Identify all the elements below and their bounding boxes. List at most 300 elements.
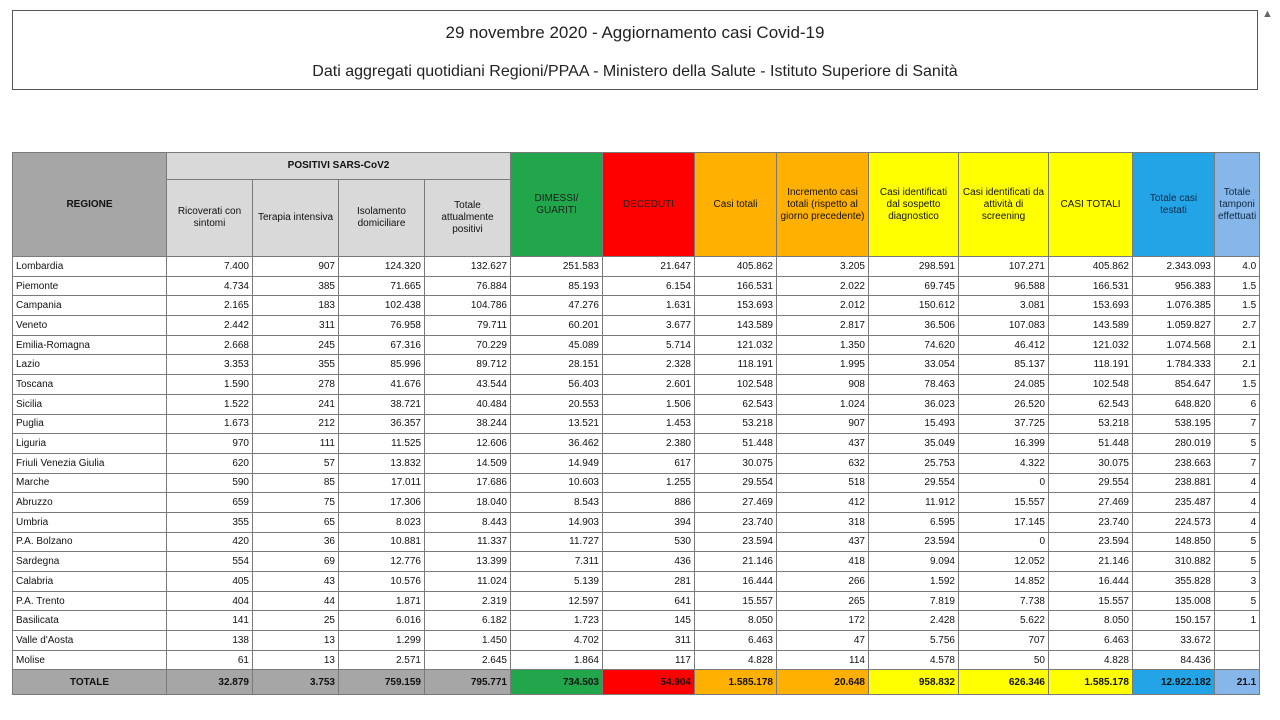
report-title: 29 novembre 2020 - Aggiornamento casi Covid-19: [445, 23, 825, 42]
value-cell: 355.828: [1133, 572, 1215, 592]
value-cell: 5: [1215, 552, 1260, 572]
value-cell: 111: [253, 434, 339, 454]
value-cell: 2.380: [603, 434, 695, 454]
value-cell: 1.299: [339, 631, 425, 651]
value-cell: 84.436: [1133, 650, 1215, 670]
value-cell: 707: [959, 631, 1049, 651]
value-cell: 56.403: [511, 375, 603, 395]
value-cell: 5: [1215, 532, 1260, 552]
value-cell: 854.647: [1133, 375, 1215, 395]
value-cell: 40.484: [425, 394, 511, 414]
table-row: [13, 355, 1260, 375]
value-cell: 70.229: [425, 335, 511, 355]
value-cell: 38.721: [339, 394, 425, 414]
report-header: [12, 10, 1258, 90]
value-cell: 21.146: [695, 552, 777, 572]
value-cell: 124.320: [339, 257, 425, 277]
value-cell: 25.753: [869, 453, 959, 473]
total-value-cell: 734.503: [511, 670, 603, 695]
region-cell: Calabria: [13, 572, 167, 592]
value-cell: [1215, 631, 1260, 651]
value-cell: 8.023: [339, 512, 425, 532]
region-cell: Toscana: [13, 375, 167, 395]
value-cell: 437: [777, 434, 869, 454]
value-cell: 6.463: [695, 631, 777, 651]
value-cell: 2.022: [777, 276, 869, 296]
value-cell: 13.399: [425, 552, 511, 572]
region-cell: P.A. Trento: [13, 591, 167, 611]
value-cell: 538.195: [1133, 414, 1215, 434]
value-cell: 2.668: [167, 335, 253, 355]
value-cell: 3.205: [777, 257, 869, 277]
region-cell: Sicilia: [13, 394, 167, 414]
value-cell: 886: [603, 493, 695, 513]
value-cell: 4: [1215, 512, 1260, 532]
table-row: [13, 532, 1260, 552]
region-cell: Emilia-Romagna: [13, 335, 167, 355]
value-cell: 2.428: [869, 611, 959, 631]
value-cell: 4.828: [1049, 650, 1133, 670]
value-cell: 956.383: [1133, 276, 1215, 296]
value-cell: 13.832: [339, 453, 425, 473]
value-cell: 15.493: [869, 414, 959, 434]
value-cell: 2.7: [1215, 316, 1260, 336]
value-cell: 33.672: [1133, 631, 1215, 651]
positivi-group-header: POSITIVI SARS-CoV2: [167, 153, 511, 180]
value-cell: 2.343.093: [1133, 257, 1215, 277]
col-header-casi-totali: Casi totali: [695, 153, 777, 257]
value-cell: 632: [777, 453, 869, 473]
table-row: [13, 591, 1260, 611]
value-cell: 1.784.333: [1133, 355, 1215, 375]
col-header-incremento: Incremento casi totali (rispetto al giorno precedente): [777, 153, 869, 257]
value-cell: 235.487: [1133, 493, 1215, 513]
value-cell: 14.903: [511, 512, 603, 532]
value-cell: 33.054: [869, 355, 959, 375]
value-cell: 102.548: [1049, 375, 1133, 395]
total-value-cell: 1.585.178: [1049, 670, 1133, 695]
value-cell: 4.702: [511, 631, 603, 651]
value-cell: 16.399: [959, 434, 1049, 454]
value-cell: 1.590: [167, 375, 253, 395]
value-cell: 26.520: [959, 394, 1049, 414]
value-cell: 96.588: [959, 276, 1049, 296]
total-value-cell: 1.585.178: [695, 670, 777, 695]
value-cell: 76.884: [425, 276, 511, 296]
value-cell: 18.040: [425, 493, 511, 513]
value-cell: 37.725: [959, 414, 1049, 434]
value-cell: 405.862: [1049, 257, 1133, 277]
value-cell: 166.531: [695, 276, 777, 296]
value-cell: 132.627: [425, 257, 511, 277]
value-cell: 5.622: [959, 611, 1049, 631]
value-cell: 4: [1215, 473, 1260, 493]
value-cell: 265: [777, 591, 869, 611]
value-cell: 281: [603, 572, 695, 592]
value-cell: 107.083: [959, 316, 1049, 336]
value-cell: 29.554: [695, 473, 777, 493]
region-cell: Friuli Venezia Giulia: [13, 453, 167, 473]
scroll-up-arrow-icon[interactable]: ▲: [1262, 8, 1273, 20]
value-cell: 6.595: [869, 512, 959, 532]
value-cell: 5.756: [869, 631, 959, 651]
region-cell: P.A. Bolzano: [13, 532, 167, 552]
value-cell: 10.576: [339, 572, 425, 592]
value-cell: 143.589: [1049, 316, 1133, 336]
value-cell: 47: [777, 631, 869, 651]
value-cell: 14.852: [959, 572, 1049, 592]
region-cell: Marche: [13, 473, 167, 493]
value-cell: 212: [253, 414, 339, 434]
value-cell: 143.589: [695, 316, 777, 336]
col-header-isolamento: Isolamento domiciliare: [339, 180, 425, 257]
value-cell: 62.543: [695, 394, 777, 414]
value-cell: 135.008: [1133, 591, 1215, 611]
value-cell: 36.023: [869, 394, 959, 414]
region-cell: Piemonte: [13, 276, 167, 296]
value-cell: 2.012: [777, 296, 869, 316]
value-cell: 150.157: [1133, 611, 1215, 631]
value-cell: 620: [167, 453, 253, 473]
value-cell: 141: [167, 611, 253, 631]
value-cell: 1.723: [511, 611, 603, 631]
value-cell: 590: [167, 473, 253, 493]
value-cell: 1.5: [1215, 276, 1260, 296]
table-row: [13, 316, 1260, 336]
value-cell: 8.543: [511, 493, 603, 513]
value-cell: 907: [253, 257, 339, 277]
value-cell: 51.448: [1049, 434, 1133, 454]
value-cell: 1.5: [1215, 375, 1260, 395]
total-value-cell: 21.1: [1215, 670, 1260, 695]
value-cell: 153.693: [695, 296, 777, 316]
value-cell: 25: [253, 611, 339, 631]
value-cell: 1.255: [603, 473, 695, 493]
covid-data-table: [12, 152, 1260, 695]
value-cell: 10.881: [339, 532, 425, 552]
value-cell: 150.612: [869, 296, 959, 316]
value-cell: 29.554: [1049, 473, 1133, 493]
value-cell: 1.631: [603, 296, 695, 316]
value-cell: 7: [1215, 414, 1260, 434]
value-cell: 51.448: [695, 434, 777, 454]
value-cell: 405.862: [695, 257, 777, 277]
value-cell: 310.882: [1133, 552, 1215, 572]
value-cell: 437: [777, 532, 869, 552]
value-cell: 298.591: [869, 257, 959, 277]
value-cell: 412: [777, 493, 869, 513]
value-cell: 385: [253, 276, 339, 296]
total-value-cell: 54.904: [603, 670, 695, 695]
value-cell: 251.583: [511, 257, 603, 277]
value-cell: 5: [1215, 591, 1260, 611]
value-cell: 1.592: [869, 572, 959, 592]
value-cell: 2.645: [425, 650, 511, 670]
value-cell: 12.606: [425, 434, 511, 454]
value-cell: 145: [603, 611, 695, 631]
region-cell: Umbria: [13, 512, 167, 532]
value-cell: 418: [777, 552, 869, 572]
value-cell: 13: [253, 631, 339, 651]
value-cell: 2.319: [425, 591, 511, 611]
value-cell: 4: [1215, 493, 1260, 513]
value-cell: 74.620: [869, 335, 959, 355]
value-cell: 17.686: [425, 473, 511, 493]
value-cell: 648.820: [1133, 394, 1215, 414]
value-cell: 121.032: [1049, 335, 1133, 355]
value-cell: 117: [603, 650, 695, 670]
value-cell: 7.311: [511, 552, 603, 572]
value-cell: 21.146: [1049, 552, 1133, 572]
value-cell: 280.019: [1133, 434, 1215, 454]
table-row: [13, 453, 1260, 473]
value-cell: 60.201: [511, 316, 603, 336]
value-cell: 554: [167, 552, 253, 572]
value-cell: 1.864: [511, 650, 603, 670]
value-cell: 12.776: [339, 552, 425, 572]
value-cell: 355: [167, 512, 253, 532]
value-cell: 21.647: [603, 257, 695, 277]
value-cell: 7.400: [167, 257, 253, 277]
value-cell: 36.357: [339, 414, 425, 434]
value-cell: 102.438: [339, 296, 425, 316]
value-cell: 641: [603, 591, 695, 611]
value-cell: 278: [253, 375, 339, 395]
total-value-cell: 20.648: [777, 670, 869, 695]
value-cell: 17.011: [339, 473, 425, 493]
total-label: TOTALE: [13, 670, 167, 695]
value-cell: 57: [253, 453, 339, 473]
value-cell: 5.139: [511, 572, 603, 592]
total-value-cell: 795.771: [425, 670, 511, 695]
value-cell: 41.676: [339, 375, 425, 395]
region-cell: Basilicata: [13, 611, 167, 631]
value-cell: 17.145: [959, 512, 1049, 532]
col-header-casi-testati: Totale casi testati: [1133, 153, 1215, 257]
value-cell: 69: [253, 552, 339, 572]
region-cell: Puglia: [13, 414, 167, 434]
col-header-totale-positivi: Totale attualmente positivi: [425, 180, 511, 257]
region-cell: Lazio: [13, 355, 167, 375]
region-header: REGIONE: [13, 153, 167, 257]
value-cell: 61: [167, 650, 253, 670]
value-cell: 1.5: [1215, 296, 1260, 316]
table-row: [13, 296, 1260, 316]
value-cell: 30.075: [1049, 453, 1133, 473]
value-cell: 436: [603, 552, 695, 572]
value-cell: 102.548: [695, 375, 777, 395]
value-cell: 6.016: [339, 611, 425, 631]
value-cell: 85.996: [339, 355, 425, 375]
value-cell: 47.276: [511, 296, 603, 316]
value-cell: 107.271: [959, 257, 1049, 277]
value-cell: 7: [1215, 453, 1260, 473]
value-cell: 8.050: [695, 611, 777, 631]
value-cell: 85: [253, 473, 339, 493]
value-cell: 659: [167, 493, 253, 513]
value-cell: 50: [959, 650, 1049, 670]
total-value-cell: 32.879: [167, 670, 253, 695]
table-row: [13, 631, 1260, 651]
value-cell: 69.745: [869, 276, 959, 296]
region-cell: Lombardia: [13, 257, 167, 277]
value-cell: 1.076.385: [1133, 296, 1215, 316]
region-cell: Liguria: [13, 434, 167, 454]
value-cell: 617: [603, 453, 695, 473]
value-cell: 46.412: [959, 335, 1049, 355]
value-cell: 85.137: [959, 355, 1049, 375]
value-cell: 20.553: [511, 394, 603, 414]
value-cell: 2.1: [1215, 335, 1260, 355]
value-cell: 0: [959, 473, 1049, 493]
value-cell: 75: [253, 493, 339, 513]
table-row: [13, 257, 1260, 277]
value-cell: 7.819: [869, 591, 959, 611]
total-value-cell: 958.832: [869, 670, 959, 695]
total-row: [13, 670, 1260, 695]
value-cell: 11.912: [869, 493, 959, 513]
value-cell: 1.453: [603, 414, 695, 434]
value-cell: 85.193: [511, 276, 603, 296]
value-cell: 118.191: [695, 355, 777, 375]
value-cell: 405: [167, 572, 253, 592]
value-cell: 2.817: [777, 316, 869, 336]
value-cell: 4.828: [695, 650, 777, 670]
value-cell: 1.871: [339, 591, 425, 611]
value-cell: 245: [253, 335, 339, 355]
value-cell: 1.450: [425, 631, 511, 651]
col-header-screening: Casi identificati da attività di screening: [959, 153, 1049, 257]
value-cell: 14.949: [511, 453, 603, 473]
value-cell: 2.442: [167, 316, 253, 336]
value-cell: 67.316: [339, 335, 425, 355]
total-value-cell: 626.346: [959, 670, 1049, 695]
value-cell: 38.244: [425, 414, 511, 434]
value-cell: 166.531: [1049, 276, 1133, 296]
value-cell: 104.786: [425, 296, 511, 316]
value-cell: 121.032: [695, 335, 777, 355]
value-cell: 24.085: [959, 375, 1049, 395]
value-cell: 1.059.827: [1133, 316, 1215, 336]
table-row: [13, 434, 1260, 454]
value-cell: 30.075: [695, 453, 777, 473]
table-body: [13, 257, 1260, 695]
table-row: [13, 276, 1260, 296]
value-cell: 355: [253, 355, 339, 375]
value-cell: 10.603: [511, 473, 603, 493]
value-cell: 11.727: [511, 532, 603, 552]
value-cell: 311: [603, 631, 695, 651]
value-cell: 43.544: [425, 375, 511, 395]
value-cell: 23.740: [695, 512, 777, 532]
value-cell: 1.995: [777, 355, 869, 375]
value-cell: [1215, 650, 1260, 670]
value-cell: 3.353: [167, 355, 253, 375]
value-cell: 311: [253, 316, 339, 336]
value-cell: 530: [603, 532, 695, 552]
value-cell: 318: [777, 512, 869, 532]
value-cell: 16.444: [695, 572, 777, 592]
value-cell: 114: [777, 650, 869, 670]
value-cell: 89.712: [425, 355, 511, 375]
total-value-cell: 3.753: [253, 670, 339, 695]
value-cell: 3: [1215, 572, 1260, 592]
value-cell: 5: [1215, 434, 1260, 454]
value-cell: 238.881: [1133, 473, 1215, 493]
value-cell: 907: [777, 414, 869, 434]
total-value-cell: 759.159: [339, 670, 425, 695]
value-cell: 76.958: [339, 316, 425, 336]
value-cell: 6: [1215, 394, 1260, 414]
value-cell: 138: [167, 631, 253, 651]
value-cell: 13.521: [511, 414, 603, 434]
value-cell: 8.443: [425, 512, 511, 532]
value-cell: 224.573: [1133, 512, 1215, 532]
value-cell: 36: [253, 532, 339, 552]
value-cell: 15.557: [1049, 591, 1133, 611]
value-cell: 118.191: [1049, 355, 1133, 375]
table-row: [13, 572, 1260, 592]
value-cell: 23.594: [1049, 532, 1133, 552]
value-cell: 62.543: [1049, 394, 1133, 414]
table-row: [13, 335, 1260, 355]
value-cell: 15.557: [695, 591, 777, 611]
region-cell: Veneto: [13, 316, 167, 336]
report-subtitle: Dati aggregati quotidiani Regioni/PPAA - Ministero della Salute - Istituto Superiore di Sanità: [312, 63, 958, 80]
value-cell: 4.734: [167, 276, 253, 296]
value-cell: 183: [253, 296, 339, 316]
region-cell: Abruzzo: [13, 493, 167, 513]
value-cell: 23.594: [869, 532, 959, 552]
table-row: [13, 394, 1260, 414]
value-cell: 1.522: [167, 394, 253, 414]
value-cell: 11.024: [425, 572, 511, 592]
value-cell: 79.711: [425, 316, 511, 336]
value-cell: 71.665: [339, 276, 425, 296]
value-cell: 5.714: [603, 335, 695, 355]
value-cell: 1.074.568: [1133, 335, 1215, 355]
value-cell: 36.506: [869, 316, 959, 336]
col-header-deceduti: DECEDUTI: [603, 153, 695, 257]
value-cell: 2.601: [603, 375, 695, 395]
value-cell: 45.089: [511, 335, 603, 355]
value-cell: 394: [603, 512, 695, 532]
total-value-cell: 12.922.182: [1133, 670, 1215, 695]
value-cell: 27.469: [695, 493, 777, 513]
value-cell: 4.322: [959, 453, 1049, 473]
table-row: [13, 552, 1260, 572]
value-cell: 53.218: [695, 414, 777, 434]
value-cell: 17.306: [339, 493, 425, 513]
table-row: [13, 512, 1260, 532]
value-cell: 23.594: [695, 532, 777, 552]
value-cell: 241: [253, 394, 339, 414]
value-cell: 238.663: [1133, 453, 1215, 473]
value-cell: 970: [167, 434, 253, 454]
table-row: [13, 473, 1260, 493]
value-cell: 266: [777, 572, 869, 592]
value-cell: 29.554: [869, 473, 959, 493]
value-cell: 1.350: [777, 335, 869, 355]
value-cell: 148.850: [1133, 532, 1215, 552]
value-cell: 15.557: [959, 493, 1049, 513]
value-cell: 518: [777, 473, 869, 493]
value-cell: 35.049: [869, 434, 959, 454]
value-cell: 11.337: [425, 532, 511, 552]
value-cell: 12.597: [511, 591, 603, 611]
value-cell: 12.052: [959, 552, 1049, 572]
value-cell: 908: [777, 375, 869, 395]
